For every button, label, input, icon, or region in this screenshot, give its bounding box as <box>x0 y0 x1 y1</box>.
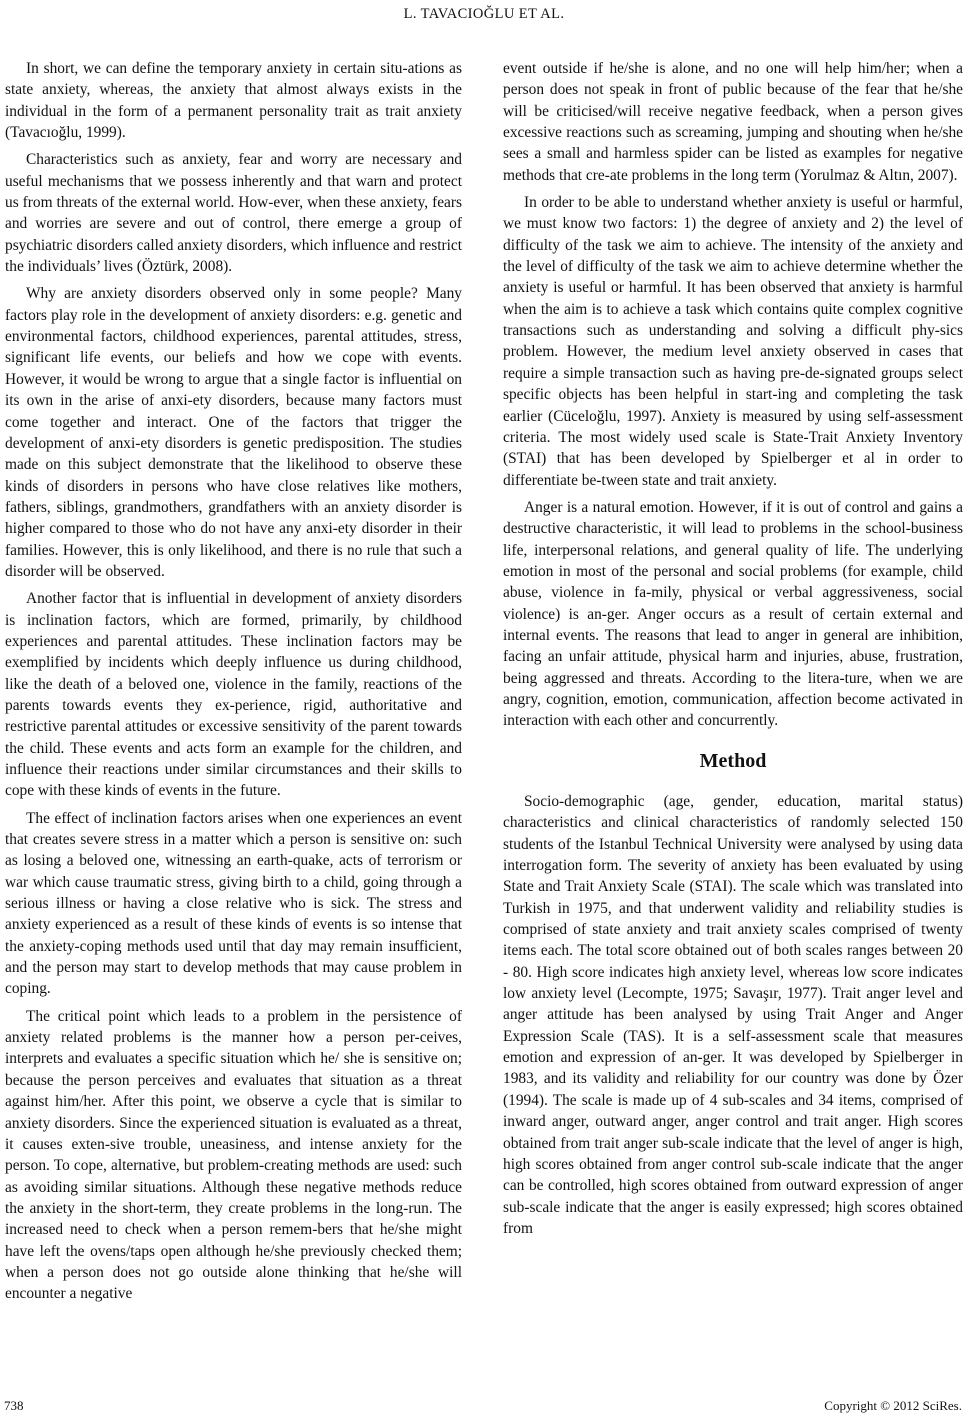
body-paragraph: Why are anxiety disorders observed only in some people? Many factors play role in the development of anxiety disorders: e.g. genetic and environmental factors, childhood experiences, parental attitudes, stress, significant life events, our beliefs and how we cope with events. However, it would be wrong to argue that a single factor is influential on its own in the arise of anxi-ety disorders, because many factors must come together and interact. One of the factors that trigger the development of anxi-ety disorders is genetic predisposition. The studies made on this subject demonstrate that the likelihood to observe these kinds of disorders in persons who have close relatives like mothers, fathers, siblings, grandmothers, grandfathers with an anxiety disorder is higher compared to those who do not have any anxi-ety disorder in their families. However, this is only likelihood, and there is no rule that such a disorder will be observed. <box>5 285 462 580</box>
body-paragraph: In short, we can define the temporary anxiety in certain situ-ations as state anxiety, whereas, the anxiety that almost always exists in the individual in the form of a permanent personality trait as trait anxiety (Tavacıoğlu, 1999). <box>5 60 462 142</box>
running-head: L. TAVACIOĞLU ET AL. <box>403 6 565 22</box>
body-paragraph-continued: event outside if he/she is alone, and no one will help him/her; when a person does not speak in front of public because of the fear that he/she will be criticised/will receive negative feedback, when a person gives excessive reactions such as screaming, jumping and shouting when he/she sees a small and harmless spider can be listed as examples for negative methods that cre-ate problems in the long term (Yorulmaz & Altın, 2007). <box>503 60 963 184</box>
page-number: 738 <box>4 1398 24 1413</box>
section-heading-method: Method <box>699 749 767 772</box>
body-paragraph: Another factor that is influential in development of anxiety disorders is inclination factors, which are formed, primarily, by childhood experiences and parental attitudes. These inclination factors may be exemplified by incidents which deeply influence us during childhood, like the death of a beloved one, violence in the family, reactions of the parents towards events they ex-perience, rigid, authoritative and restrictive parental attitudes or excessive sensitivity of the parent towards the child. These events and acts form an example for the children, and influence their reactions under similar circumstances and their skills to cope with these kinds of events in the future. <box>5 590 462 800</box>
left-column <box>5 58 462 1311</box>
body-paragraph: Socio-demographic (age, gender, education, marital status) characteristics and clinical characteristics of randomly selected 150 students of the Istanbul Technical University were analysed by using data interrogation form. The severity of anxiety has been evaluated by using State and Trait Anxiety Scale (STAI). The scale which was translated into Turkish in 1975, and that underwent validity and reliability studies is comprised of state anxiety and trait anxiety scales comprised of twenty items each. The total score obtained out of both scales ranges between 20 - 80. High score indicates high anxiety level, whereas low score indicates low anxiety level (Lecompte, 1975; Savaşır, 1977). Trait anger level and anger attitude has been analysed by using Trait Anger and Anger Expression Scale (TAS). It is a self-assessment scale that measures emotion and expression of an-ger. It was developed by Spielberger in 1983, and its validity and reliability for our country was done by Özer (1994). The scale is made up of 4 sub-scales and 34 items, comprised of inward anger, outward anger, anger control and trait anger. High scores obtained from trait anger sub-scale indicate that the level of anger is high, high scores obtained from anger control sub-scale indicate that the anger can be controlled, high scores obtained from outward expression of anger sub-scale indicate that the anger is easily expressed; high scores obtained from <box>503 793 963 1237</box>
body-paragraph: In order to be able to understand whether anxiety is useful or harmful, we must know two factors: 1) the degree of anxiety and 2) the level of difficulty of the task we aim to achieve. The intensity of the anxiety and the level of difficulty of the task we aim to achieve determine whether the anxiety is useful or harmful. It has been observed that anxiety is harmful when the aim is to achieve a task which contains quite complex cognitive transactions such as understanding and solving a difficult phy-sics problem. However, the medium level anxiety observed in cases that require a simple transaction such as having pre-de-signated groups select specific objects has been helpful in start-ing and completing the task earlier (Cüceloğlu, 1997). Anxiety is measured by using self-assessment criteria. The most widely used scale is State-Trait Anxiety Inventory (STAI) that has been developed by Spielberger et al in order to differentiate be-tween state and trait anxiety. <box>503 194 963 489</box>
right-column <box>503 58 963 1245</box>
body-paragraph: The critical point which leads to a problem in the persistence of anxiety related problems is the manner how a person per-ceives, interprets and evaluates a specific situation which he/ she is sensitive on; because the person perceives and evaluates that situation as a threat against him/her. After this point, we observe a cycle that is similar to anxiety disorders. Since the experienced situation is evaluated as a threat, it causes exten-sive trouble, uneasiness, and intense anxiety for the person. To cope, alternative, but problem-creating methods are used: such as avoiding similar situations. Although these negative methods reduce the anxiety in the short-term, they create problems in the long-run. The increased need to check when a person remem-bers that he/she might have left the ovens/taps open although he/she previously checked them; when a person does not go outside alone thinking that he/she will encounter a negative <box>5 1007 462 1303</box>
body-paragraph: The effect of inclination factors arises when one experiences an event that creates severe stress in a matter which a person is sensitive on: such as losing a beloved one, witnessing an earth-quake, acts of terrorism or war which cause traumatic stress, giving birth to a child, going through a serious illness or having a close relative who is sick. The stress and anxiety experienced as a result of these kinds of events is so intense that the anxiety-coping methods used until that day may remain insufficient, and the person may start to develop methods that may cause problem in coping. <box>5 809 462 998</box>
body-paragraph: Characteristics such as anxiety, fear and worry are necessary and useful mechanisms that we possess inherently and that warn and protect us from threats of the external world. How-ever, when these anxiety, fears and worries are severe and out of control, there emerge a group of psychiatric disorders called anxiety disorders, which influence and restrict the individuals’ lives (Öztürk, 2008). <box>5 151 462 276</box>
copyright-notice: Copyright © 2012 SciRes. <box>824 1398 962 1413</box>
body-paragraph: Anger is a natural emotion. However, if it is out of control and gains a destructive characteristic, it will lead to problems in the school-business life, interpersonal relations, and general quality of life. The underlying emotion in most of the personal and social problems (for example, child abuse, violence in fa-mily, physical or verbal aggressiveness, social violence) is an-ger. Anger occurs as a result of certain external and internal events. The reasons that lead to anger in general are inhibition, facing an unfair attitude, physical harm and injuries, abuse, frustration, being aggressed and threats. According to the litera-ture, when we are angry, cognition, emotion, communication, affection become activated in interaction with each other and concurrently. <box>503 498 963 730</box>
